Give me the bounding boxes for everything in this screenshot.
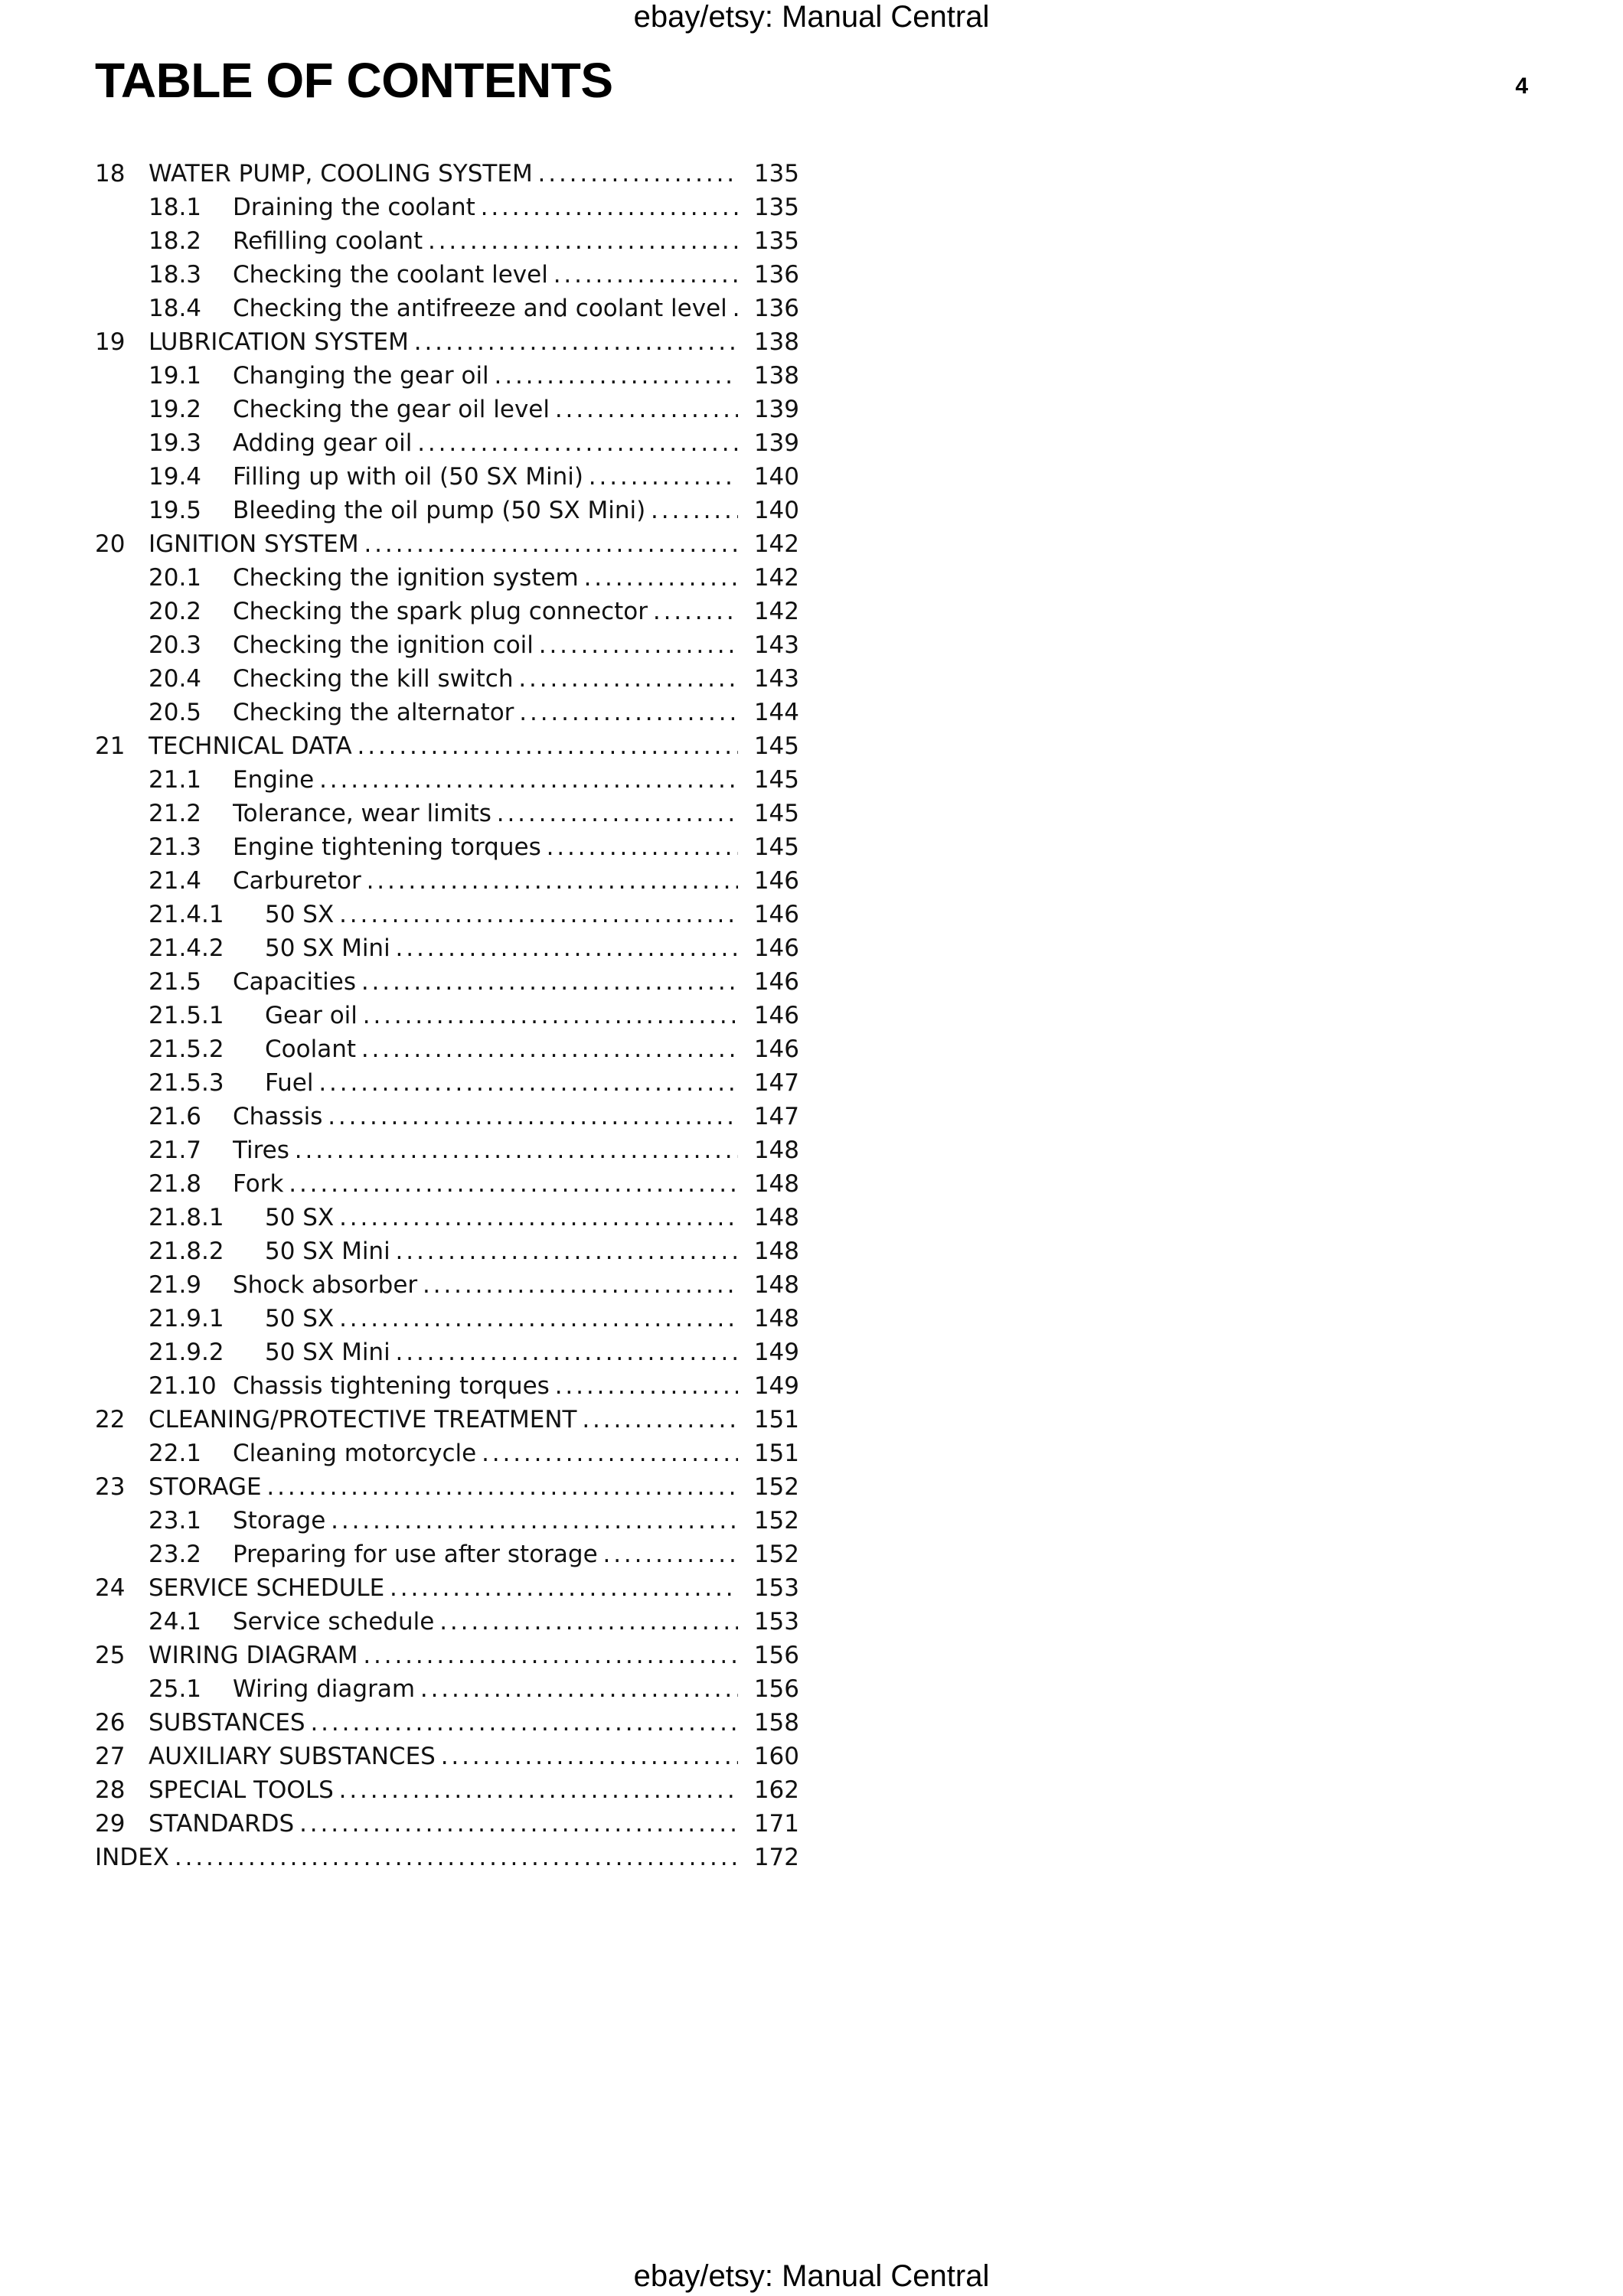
toc-entry-title: STORAGE . . . — [149, 1470, 738, 1504]
toc-entry[interactable] — [95, 1336, 799, 1369]
toc-entry-page: 139 — [753, 396, 799, 423]
toc-entry[interactable] — [95, 696, 799, 729]
toc-entry-page: 146 — [753, 934, 799, 962]
toc-entry[interactable] — [95, 191, 799, 224]
toc-entry-title: Engine . . . — [233, 763, 738, 797]
toc-entry-page: 145 — [753, 766, 799, 794]
toc-entry-title: AUXILIARY SUBSTANCES . . . — [149, 1740, 738, 1773]
toc-entry[interactable] — [95, 931, 799, 965]
toc-entry[interactable] — [95, 999, 799, 1032]
toc-entry-page: 142 — [753, 598, 799, 625]
watermark-bottom: ebay/etsy: Manual Central — [633, 2259, 990, 2293]
toc-entry-title: Adding gear oil . . . — [233, 426, 738, 460]
toc-entry-title: Checking the kill switch . . . — [233, 662, 738, 696]
toc-entry-number: 21.4.2 — [149, 934, 224, 962]
toc-entry[interactable] — [95, 1167, 799, 1201]
toc-entry-page: 145 — [753, 732, 799, 760]
toc-entry-page: 149 — [753, 1372, 799, 1400]
toc-entry[interactable] — [95, 763, 799, 797]
toc-entry-page: 140 — [753, 463, 799, 491]
toc-entry-number: 18.4 — [149, 295, 202, 322]
toc-entry[interactable] — [95, 1807, 799, 1841]
toc-entry-title: Shock absorber . . . — [233, 1268, 738, 1302]
toc-entry-title: IGNITION SYSTEM . . . — [149, 527, 738, 561]
toc-entry-page: 148 — [753, 1305, 799, 1332]
toc-entry[interactable] — [95, 1403, 799, 1437]
toc-entry[interactable] — [95, 1639, 799, 1672]
toc-entry-title: SERVICE SCHEDULE . . . — [149, 1571, 738, 1605]
toc-entry-page: 146 — [753, 867, 799, 895]
toc-entry-page: 136 — [753, 261, 799, 289]
toc-entry-page: 142 — [753, 564, 799, 592]
toc-entry-number: 21.4 — [149, 867, 202, 895]
toc-entry[interactable] — [95, 1302, 799, 1336]
toc-entry-number: 23 — [95, 1473, 126, 1501]
toc-entry-title: Carburetor . . . — [233, 864, 738, 898]
toc-entry[interactable] — [95, 1571, 799, 1605]
toc-entry-title: Checking the ignition coil . . . — [233, 628, 738, 662]
toc-entry[interactable] — [95, 864, 799, 898]
toc-entry-page: 138 — [753, 362, 799, 390]
toc-entry-page: 162 — [753, 1776, 799, 1804]
toc-entry-page: 151 — [753, 1406, 799, 1433]
toc-entry-page: 171 — [753, 1810, 799, 1838]
toc-entry-number: 21.3 — [149, 833, 202, 861]
toc-entry-number: 24 — [95, 1574, 126, 1602]
toc-entry-number: 22 — [95, 1406, 126, 1433]
toc-entry-number: 21.9 — [149, 1271, 202, 1299]
toc-entry-page: 172 — [753, 1844, 799, 1871]
toc-entry-title: Filling up with oil (50 SX Mini) . . . — [233, 460, 738, 494]
toc-entry-page: 152 — [753, 1507, 799, 1534]
toc-entry-number: 20.3 — [149, 631, 202, 659]
toc-entry-title: 50 SX Mini . . . — [265, 1336, 738, 1369]
toc-entry[interactable] — [95, 1672, 799, 1706]
toc-entry-title: Checking the spark plug connector . . . — [233, 595, 738, 628]
toc-entry[interactable] — [95, 1100, 799, 1133]
toc-entry-title: Checking the alternator . . . — [233, 696, 738, 729]
toc-entry-number: 21.9.1 — [149, 1305, 224, 1332]
toc-entry-title: LUBRICATION SYSTEM . . . — [149, 325, 738, 359]
toc-entry-page: 148 — [753, 1204, 799, 1231]
toc-entry[interactable] — [95, 1066, 799, 1100]
toc-entry-number: 19.1 — [149, 362, 202, 390]
toc-entry-page: 143 — [753, 631, 799, 659]
toc-entry-page: 146 — [753, 1002, 799, 1029]
toc-entry-page: 152 — [753, 1473, 799, 1501]
toc-entry-page: 160 — [753, 1743, 799, 1770]
toc-entry-title: Chassis tightening torques . . . — [233, 1369, 738, 1403]
toc-entry-page: 151 — [753, 1440, 799, 1467]
toc-entry-page: 143 — [753, 665, 799, 693]
toc-entry[interactable] — [95, 830, 799, 864]
toc-entry-title: STANDARDS . . . — [149, 1807, 738, 1841]
toc-entry[interactable] — [95, 224, 799, 258]
toc-entry-number: 21.1 — [149, 766, 202, 794]
toc-entry-number: 26 — [95, 1709, 126, 1737]
toc-entry-number: 21.6 — [149, 1103, 202, 1130]
toc-entry-title: CLEANING/PROTECTIVE TREATMENT . . . — [149, 1403, 738, 1437]
toc-entry-title: SUBSTANCES . . . — [149, 1706, 738, 1740]
toc-entry-number: 20.4 — [149, 665, 202, 693]
toc-entry-number: 23.2 — [149, 1541, 202, 1568]
toc-entry-page: 147 — [753, 1103, 799, 1130]
toc-entry-title: Refilling coolant . . . — [233, 224, 738, 258]
toc-entry[interactable] — [95, 561, 799, 595]
toc-entry-number: 22.1 — [149, 1440, 202, 1467]
watermark-top: ebay/etsy: Manual Central — [633, 0, 990, 34]
toc-entry-page: 146 — [753, 1035, 799, 1063]
toc-entry-title: SPECIAL TOOLS . . . — [149, 1773, 738, 1807]
toc-entry-title: Bleeding the oil pump (50 SX Mini) . . . — [233, 494, 738, 527]
toc-entry-title: 50 SX Mini . . . — [265, 1234, 738, 1268]
toc-entry[interactable] — [95, 1605, 799, 1639]
toc-entry-page: 148 — [753, 1271, 799, 1299]
toc-entry-page: 139 — [753, 429, 799, 457]
toc-entry[interactable] — [95, 460, 799, 494]
page-title: TABLE OF CONTENTS — [95, 53, 613, 108]
toc-entry-title: INDEX . . . — [95, 1841, 738, 1874]
toc-entry-page: 153 — [753, 1608, 799, 1636]
toc-entry-number: 18.3 — [149, 261, 202, 289]
toc-entry[interactable] — [95, 1504, 799, 1538]
toc-entry-title: Checking the gear oil level . . . — [233, 393, 738, 426]
toc-entry[interactable] — [95, 1133, 799, 1167]
toc-entry-number: 21.8.2 — [149, 1238, 224, 1265]
toc-entry-number: 27 — [95, 1743, 126, 1770]
toc-entry-number: 20 — [95, 530, 126, 558]
toc-entry-number: 20.1 — [149, 564, 202, 592]
toc-entry-number: 21.9.2 — [149, 1339, 224, 1366]
toc-entry-page: 135 — [753, 160, 799, 188]
toc-entry-number: 23.1 — [149, 1507, 202, 1534]
toc-entry[interactable] — [95, 1268, 799, 1302]
toc-entry-title: Fuel . . . — [265, 1066, 738, 1100]
toc-entry-title: WIRING DIAGRAM . . . — [149, 1639, 738, 1672]
toc-entry-page: 136 — [753, 295, 799, 322]
toc-entry-title: Tolerance, wear limits . . . — [233, 797, 738, 830]
toc-entry-number: 24.1 — [149, 1608, 202, 1636]
toc-entry[interactable] — [95, 258, 799, 292]
toc-entry[interactable] — [95, 965, 799, 999]
toc-entry-title: WATER PUMP, COOLING SYSTEM . . . — [149, 157, 738, 191]
toc-entry-number: 21 — [95, 732, 126, 760]
toc-entry-page: 156 — [753, 1642, 799, 1669]
page-number: 4 — [1515, 73, 1528, 99]
toc-entry-title: 50 SX . . . — [265, 898, 738, 931]
toc-entry[interactable] — [95, 729, 799, 763]
toc-entry-page: 147 — [753, 1069, 799, 1097]
toc-entry-title: Draining the coolant . . . — [233, 191, 738, 224]
toc-entry[interactable] — [95, 1369, 799, 1403]
toc-entry-title: Checking the antifreeze and coolant level . . . — [233, 292, 738, 325]
toc-entry[interactable] — [95, 157, 799, 191]
toc-entry[interactable] — [95, 595, 799, 628]
toc-entry-number: 18.2 — [149, 227, 202, 255]
toc-entry-page: 148 — [753, 1137, 799, 1164]
toc-entry[interactable] — [95, 1032, 799, 1066]
toc-entry[interactable] — [95, 527, 799, 561]
toc-entry-number: 29 — [95, 1810, 126, 1838]
toc-entry-title: Coolant . . . — [265, 1032, 738, 1066]
toc-entry-title: Checking the ignition system . . . — [233, 561, 738, 595]
toc-entry-page: 135 — [753, 194, 799, 221]
toc-entry-number: 28 — [95, 1776, 126, 1804]
toc-entry-page: 135 — [753, 227, 799, 255]
toc-entry-title: Capacities . . . — [233, 965, 738, 999]
toc-entry-page: 144 — [753, 699, 799, 726]
toc-entry-page: 140 — [753, 497, 799, 524]
toc-entry-title: TECHNICAL DATA . . . — [149, 729, 738, 763]
toc-entry[interactable] — [95, 662, 799, 696]
toc-entry[interactable] — [95, 1538, 799, 1571]
toc-entry-page: 158 — [753, 1709, 799, 1737]
toc-entry-number: 19.4 — [149, 463, 202, 491]
toc-entry[interactable] — [95, 494, 799, 527]
toc-entry[interactable] — [95, 1773, 799, 1807]
toc-entry-page: 145 — [753, 833, 799, 861]
toc-entry[interactable] — [95, 359, 799, 393]
toc-entry-number: 20.2 — [149, 598, 202, 625]
toc-entry-number: 19.5 — [149, 497, 202, 524]
toc-entry-title: Changing the gear oil . . . — [233, 359, 738, 393]
toc-entry-title: Wiring diagram . . . — [233, 1672, 738, 1706]
toc-entry-number: 19 — [95, 328, 126, 356]
toc-entry[interactable] — [95, 1740, 799, 1773]
toc-entry[interactable] — [95, 1706, 799, 1740]
table-of-contents — [95, 157, 799, 1874]
toc-entry-number: 19.3 — [149, 429, 202, 457]
toc-entry-title: 50 SX Mini . . . — [265, 931, 738, 965]
toc-entry[interactable] — [95, 325, 799, 359]
toc-entry-page: 152 — [753, 1541, 799, 1568]
toc-entry-title: Engine tightening torques . . . — [233, 830, 738, 864]
toc-entry-number: 21.8.1 — [149, 1204, 224, 1231]
toc-entry-title: Chassis . . . — [233, 1100, 738, 1133]
toc-entry-title: Gear oil . . . — [265, 999, 738, 1032]
toc-entry-page: 153 — [753, 1574, 799, 1602]
toc-entry[interactable] — [95, 393, 799, 426]
toc-entry-page: 149 — [753, 1339, 799, 1366]
toc-entry-title: Fork . . . — [233, 1167, 738, 1201]
toc-entry-title: Preparing for use after storage . . . — [233, 1538, 738, 1571]
toc-entry-number: 21.4.1 — [149, 901, 224, 928]
toc-entry-number: 21.2 — [149, 800, 202, 827]
toc-entry-page: 148 — [753, 1238, 799, 1265]
toc-entry-page: 138 — [753, 328, 799, 356]
toc-entry-number: 25 — [95, 1642, 126, 1669]
toc-entry-title: Checking the coolant level . . . — [233, 258, 738, 292]
toc-entry-number: 20.5 — [149, 699, 202, 726]
toc-entry-number: 21.5 — [149, 968, 202, 996]
toc-entry-number: 19.2 — [149, 396, 202, 423]
toc-entry-page: 156 — [753, 1675, 799, 1703]
toc-entry-page: 142 — [753, 530, 799, 558]
toc-entry-number: 18 — [95, 160, 126, 188]
toc-entry-page: 145 — [753, 800, 799, 827]
toc-entry-title: Storage . . . — [233, 1504, 738, 1538]
toc-entry-title: Service schedule . . . — [233, 1605, 738, 1639]
toc-entry[interactable] — [95, 1470, 799, 1504]
toc-entry-number: 18.1 — [149, 194, 202, 221]
toc-entry[interactable] — [95, 292, 799, 325]
toc-entry-number: 21.8 — [149, 1170, 202, 1198]
toc-entry[interactable] — [95, 797, 799, 830]
toc-entry-title: Cleaning motorcycle . . . — [233, 1437, 738, 1470]
toc-entry[interactable] — [95, 1437, 799, 1470]
toc-entry-number: 21.5.2 — [149, 1035, 224, 1063]
toc-entry[interactable] — [95, 898, 799, 931]
toc-entry-number: 21.5.1 — [149, 1002, 224, 1029]
toc-entry[interactable] — [95, 628, 799, 662]
toc-entry-title: Tires . . . — [233, 1133, 738, 1167]
toc-entry[interactable] — [95, 1201, 799, 1234]
toc-entry-number: 21.7 — [149, 1137, 202, 1164]
toc-entry-page: 148 — [753, 1170, 799, 1198]
toc-entry-number: 21.10 — [149, 1372, 217, 1400]
toc-entry-title: 50 SX . . . — [265, 1201, 738, 1234]
toc-entry-page: 146 — [753, 968, 799, 996]
toc-entry-number: 21.5.3 — [149, 1069, 224, 1097]
toc-entry-number: 25.1 — [149, 1675, 202, 1703]
toc-entry[interactable] — [95, 1841, 799, 1874]
toc-entry[interactable] — [95, 1234, 799, 1268]
toc-entry[interactable] — [95, 426, 799, 460]
toc-entry-title: 50 SX . . . — [265, 1302, 738, 1336]
toc-entry-page: 146 — [753, 901, 799, 928]
